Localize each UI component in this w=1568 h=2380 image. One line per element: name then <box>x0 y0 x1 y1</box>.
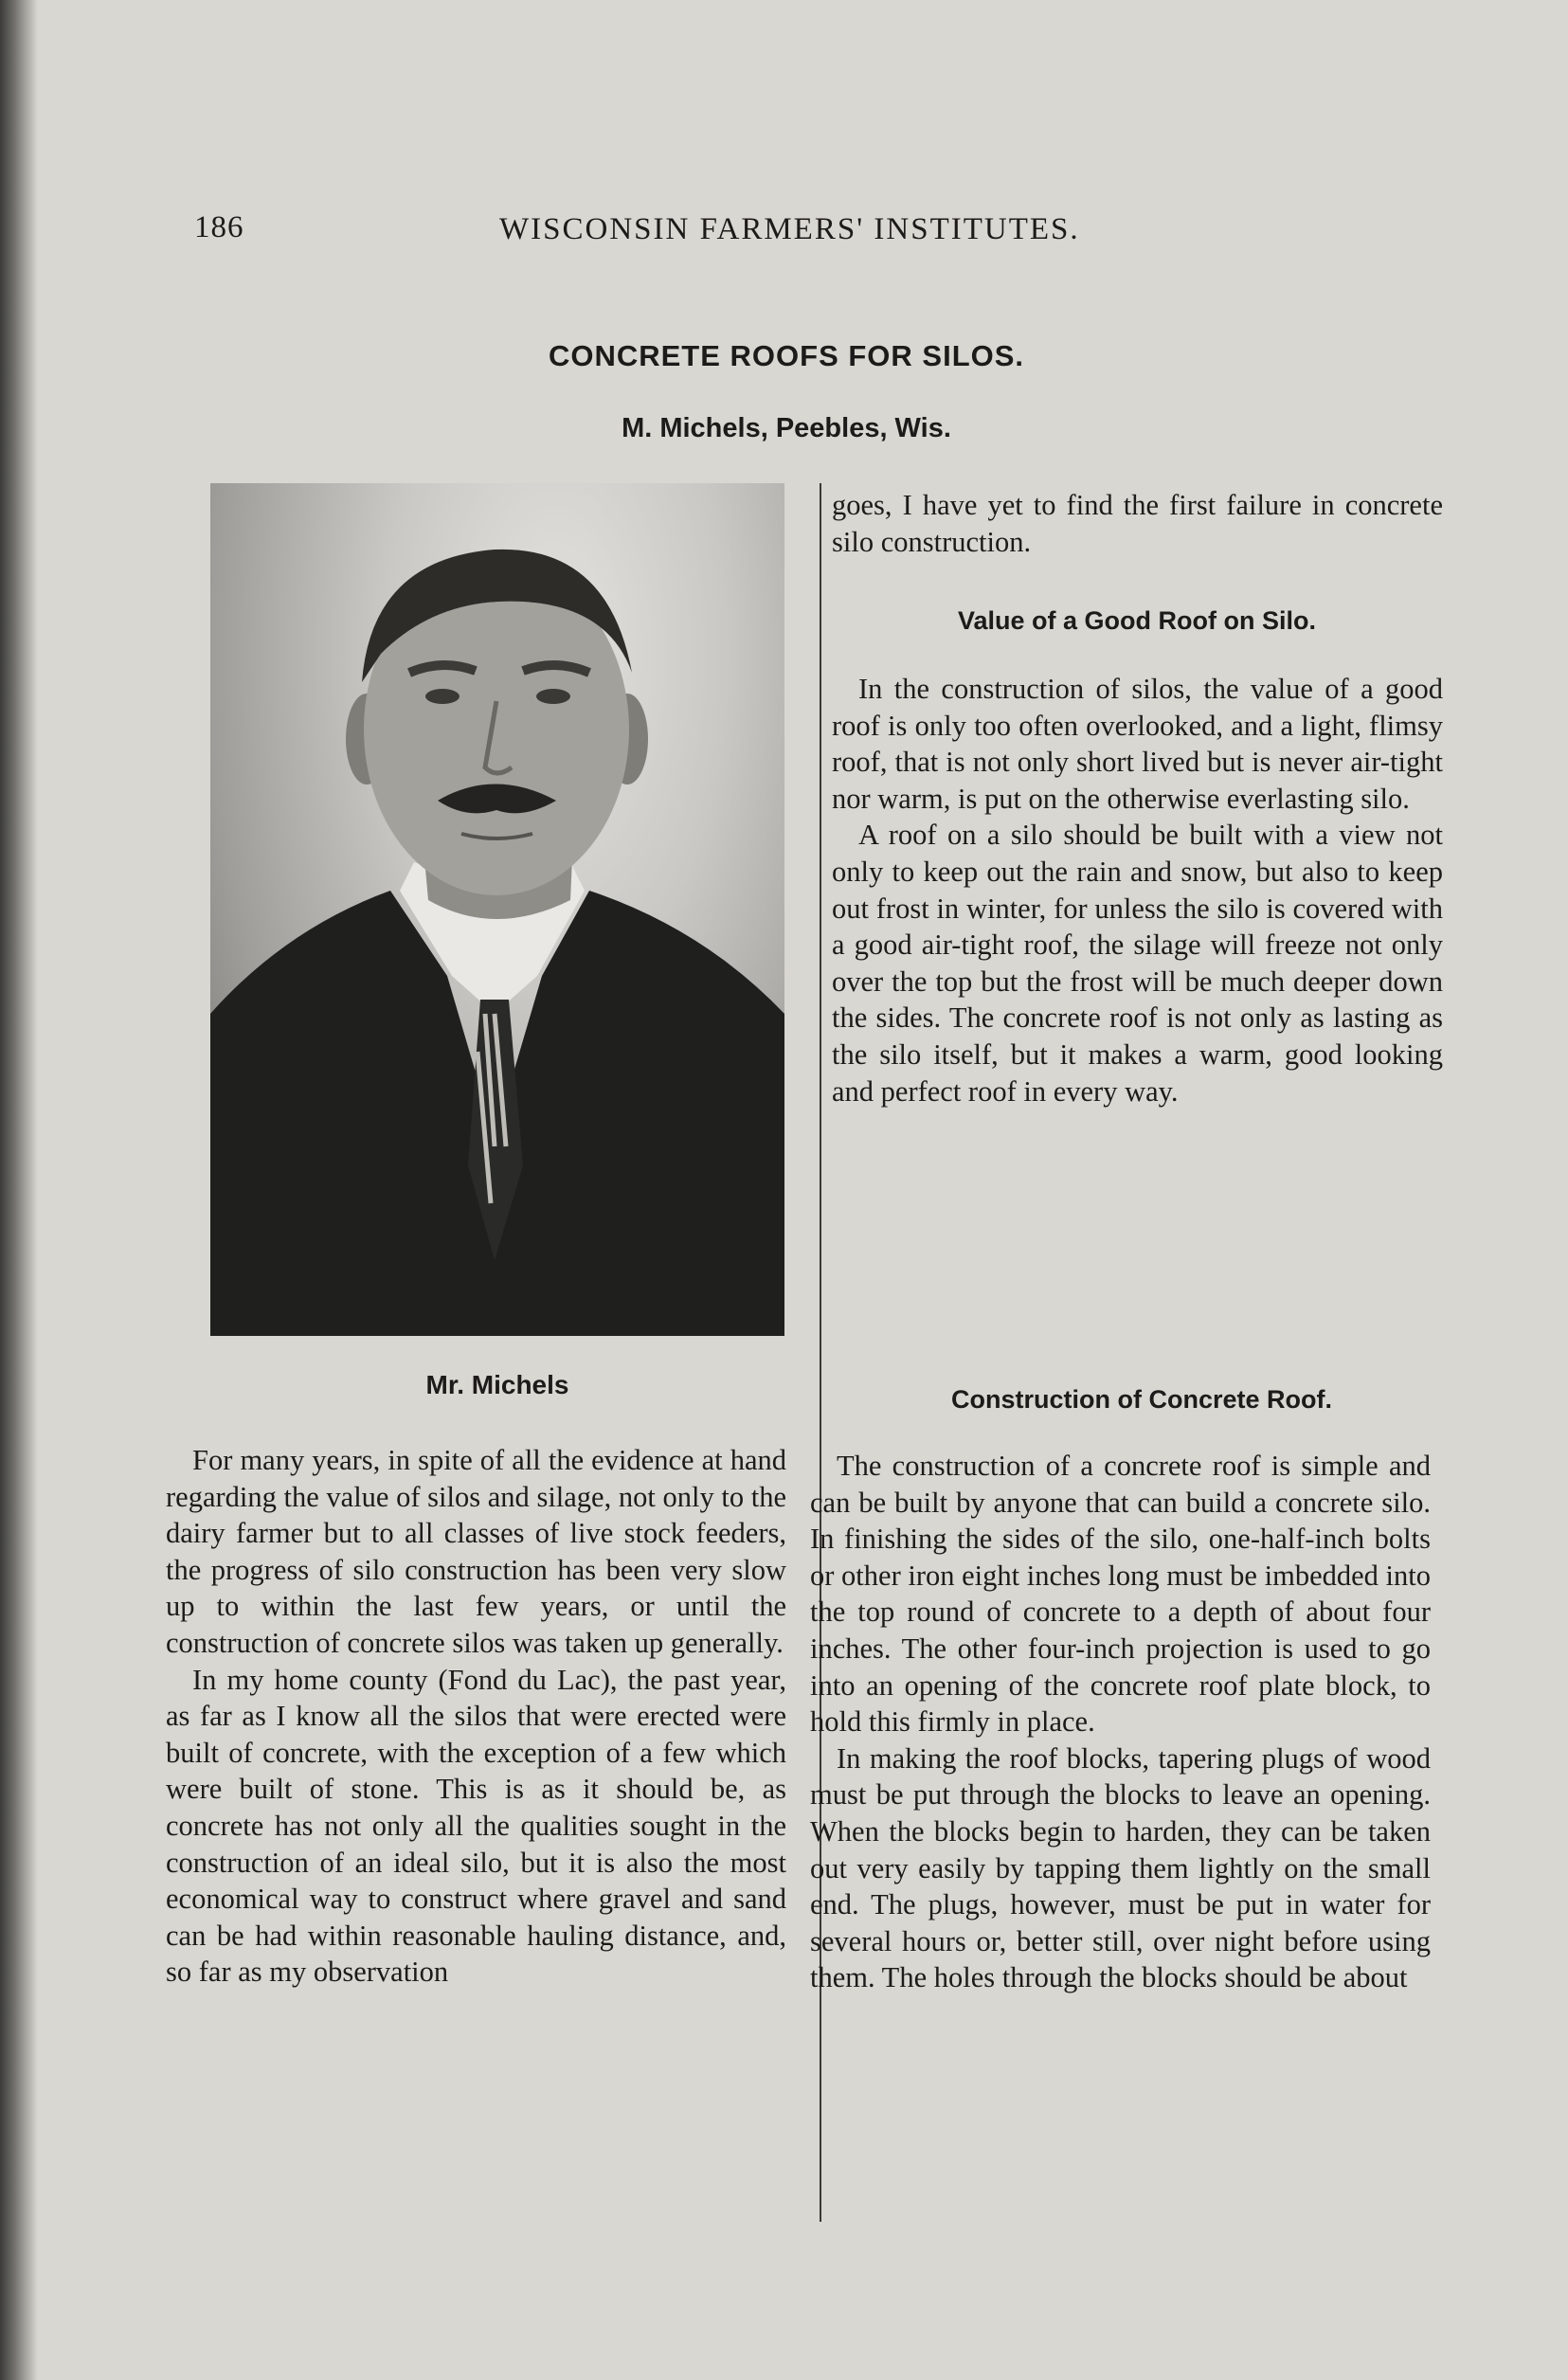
page-number: 186 <box>194 210 244 244</box>
right-column-section-value <box>832 671 1443 1109</box>
paragraph: A roof on a silo should be built with a view not only to keep out the rain and snow, but also to keep out frost in winter, for unless the silo is covered with a good air-tight roof, the silage will freeze not only over the top but the frost will be much deeper down the sides. The concrete roof is not only as lasting as the silo itself, but it makes a warm, good looking and perfect roof in every way. <box>832 819 1443 1108</box>
journal-title: WISCONSIN FARMERS' INSTITUTES. <box>499 212 1080 246</box>
paragraph: In my home county (Fond du Lac), the past year, as far as I know all the silos that were erected were built of concrete, with the exception of a few which were built of stone. This is as it should be, as concrete has not only all the qualities sought in the construction of an ideal silo, but it is also the most economical way to construct where gravel and sand can be had within reasonable hauling distance, and, so far as my observation <box>166 1663 786 1989</box>
paragraph: goes, I have yet to find the first failure in concrete silo construction. <box>832 489 1443 558</box>
portrait-photo <box>210 483 784 1336</box>
book-binding-edge <box>0 0 38 2380</box>
article-author: M. Michels, Peebles, Wis. <box>622 413 951 443</box>
article-title: CONCRETE ROOFS FOR SILOS. <box>548 339 1025 372</box>
paragraph: In the construction of silos, the value of a good roof is only too often overlooked, and a light, flimsy roof, that is not only short lived but is never air-tight nor warm, is put on the otherwise everlasting silo. <box>832 673 1443 815</box>
right-column-section-construction <box>810 1448 1431 1996</box>
paragraph: For many years, in spite of all the evidence at hand regarding the value of silos and silage, not only to the dairy farmer but to all classes of live stock feeders, the progress of silo construction has been very slow up to within the last few years, or until the construction of concrete silos was taken up generally. <box>166 1444 786 1659</box>
running-head <box>194 210 1170 258</box>
paragraph: The construction of a concrete roof is simple and can be built by anyone that can build a concrete silo. In finishing the sides of the silo, one-half-inch bolts or other iron eight inches long must be imbedded into the top round of concrete to a depth of about four inches. The other four-inch projection is used to go into an opening of the concrete roof plate block, to hold this firmly in place. <box>810 1450 1431 1739</box>
portrait-illustration <box>210 483 784 1336</box>
left-column-text <box>166 1442 786 1991</box>
right-column-continuation <box>832 487 1443 560</box>
portrait-caption: Mr. Michels <box>425 1370 569 1399</box>
section-heading-value-of-roof: Value of a Good Roof on Silo. <box>958 606 1316 635</box>
paragraph: In making the roof blocks, tapering plugs of wood must be put through the blocks to leave an opening. When the blocks begin to harden, they can be taken out very easily by tapping them lightly on the small end. The plugs, however, must be put in water for several hours or, better still, over night before using them. The holes through the blocks should be about <box>810 1741 1431 1994</box>
section-heading-construction: Construction of Concrete Roof. <box>951 1385 1332 1414</box>
